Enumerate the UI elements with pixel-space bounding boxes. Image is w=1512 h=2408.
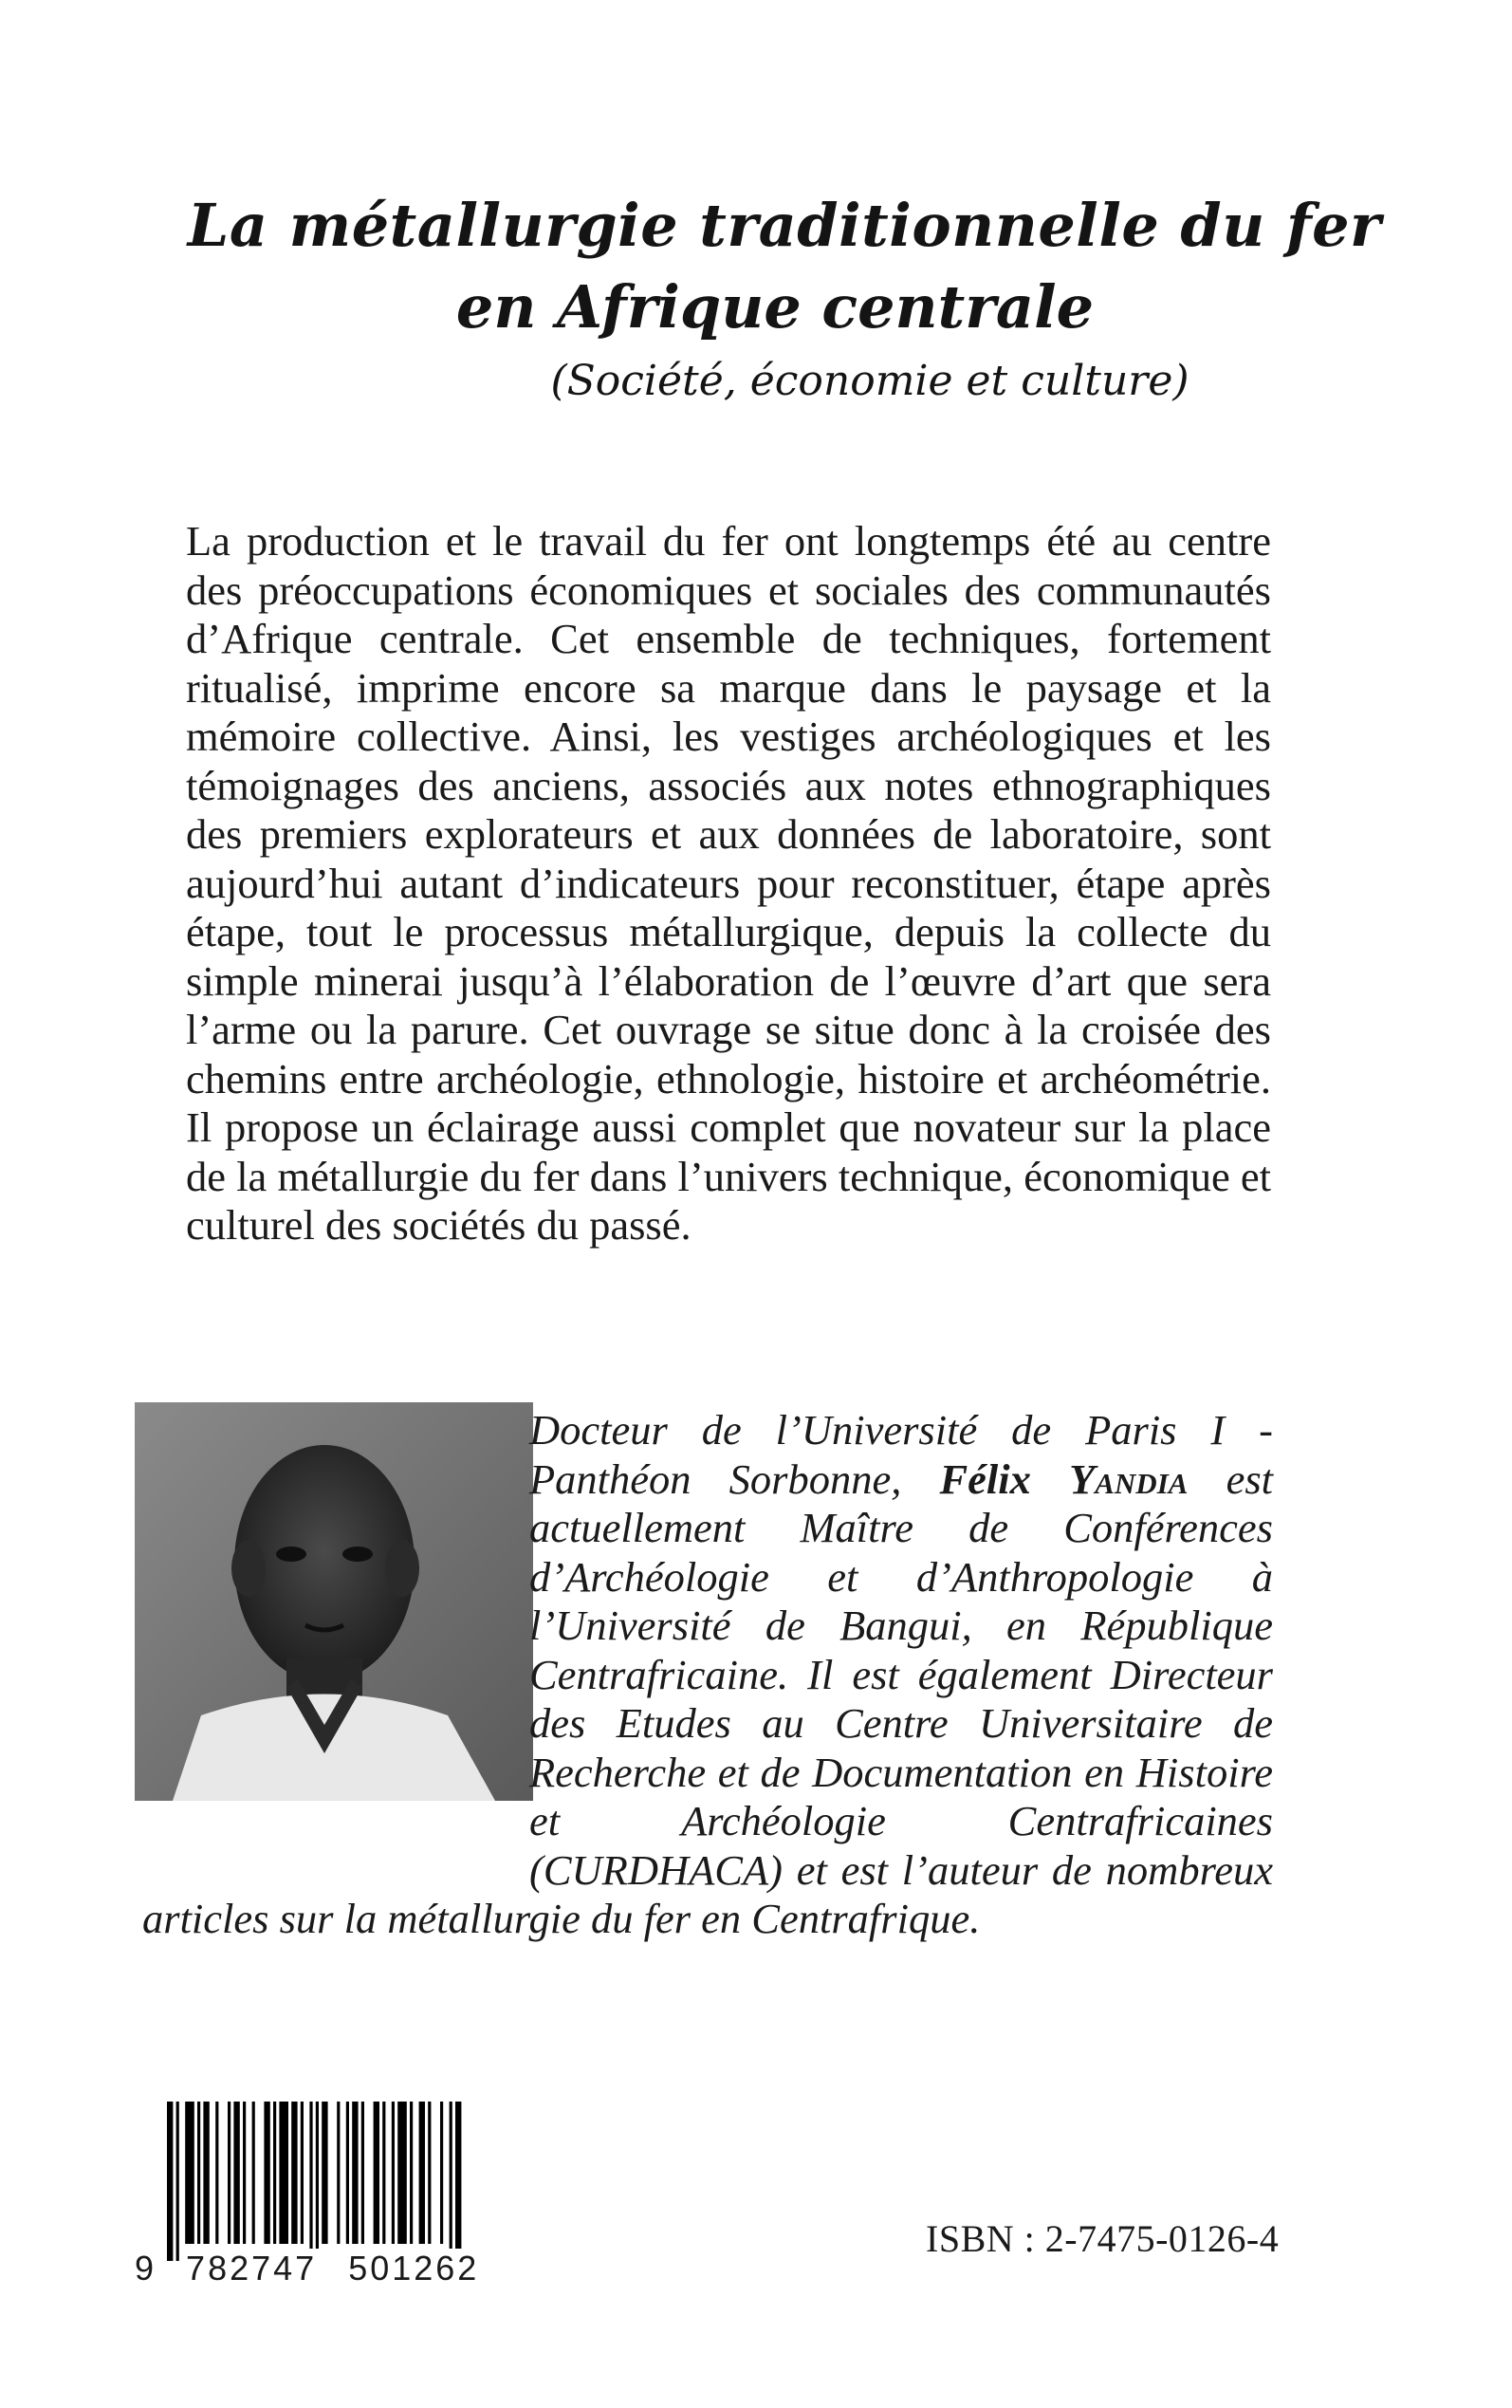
barcode-bar (197, 2102, 200, 2244)
barcode-bar (352, 2102, 358, 2244)
barcode-bar (243, 2102, 246, 2244)
barcode-bar (273, 2102, 276, 2244)
title-line-2: en Afrique centrale (455, 272, 1095, 342)
barcode-bar (233, 2102, 239, 2244)
barcode-bar (228, 2102, 230, 2244)
barcode-bar (309, 2102, 312, 2261)
barcode-bar (337, 2102, 340, 2244)
barcode-bar (252, 2102, 255, 2244)
bio-rest: est actuellement Maître de Conférences d’Archéologie et d’Anthropologie à l’Université de Bangui, en République Centrafricaine. Il est également Directeur des Etudes au Centre Universitaire de Recherche et de Documentation en Histoire et Archéologie Centrafricaines (CURDHACA) et est l’auteur de nombreux articles sur la métallurgie du fer en Centrafrique. (142, 1454, 1273, 1942)
barcode-bar (215, 2102, 218, 2244)
barcode-bar (301, 2102, 304, 2244)
barcode-bar (382, 2102, 385, 2244)
photo-wrap-spacer (142, 1406, 529, 1846)
barcode-bars (167, 2102, 470, 2261)
barcode-bar (397, 2102, 407, 2244)
barcode-bar (450, 2102, 452, 2261)
book-title (0, 185, 1512, 415)
barcode-bar (176, 2102, 179, 2261)
barcode-bar (392, 2102, 395, 2244)
subtitle: (Société, économie et culture) (550, 357, 1189, 405)
title-line-1: La métallurgie traditionnelle du fer (187, 191, 1382, 260)
author-first-name: Félix (939, 1454, 1031, 1503)
author-last-name: Yandia (1069, 1454, 1189, 1503)
barcode-digits (133, 2248, 480, 2289)
barcode-bar (322, 2102, 327, 2244)
isbn-number: ISBN : 2-7475-0126-4 (926, 2217, 1280, 2260)
barcode-digit-lead: 9 (135, 2249, 157, 2288)
barcode-digits-left: 782747 (186, 2249, 318, 2288)
barcode-bar (264, 2102, 269, 2244)
barcode-bar (203, 2102, 209, 2244)
barcode-bar (167, 2102, 173, 2261)
barcode-bar (361, 2102, 364, 2244)
barcode-bar (316, 2102, 319, 2261)
barcode-bar (291, 2102, 297, 2244)
barcode-bar (279, 2102, 288, 2244)
barcode-bar (455, 2102, 461, 2261)
author-biography (142, 1406, 1273, 1944)
ean-barcode (133, 2102, 480, 2291)
back-cover-summary: La production et le travail du fer ont longtemps été au centre des préoccupations économiques et sociales des communautés d’Afrique centrale. Cet ensemble de techniques, fortement ritualisé, imprime encore sa marque dans le paysage et la mémoire collective. Ainsi, les vestiges archéologiques et les témoignages des anciens, associés aux notes ethnographiques des premiers explorateurs et aux données de laboratoire, sont aujourd’hui autant d’indicateurs pour reconstituer, étape après étape, tout le processus métallurgique, depuis la collecte du simple minerai jusqu’à l’élaboration de l’œuvre d’art que sera l’arme ou la parure. Cet ouvrage se situe donc à la croisée des chemins entre archéologie, ethnologie, histoire et archéométrie. Il propose un éclairage aussi complet que novateur sur la place de la métallurgie du fer dans l’univers technique, économique et culturel des sociétés du passé. (186, 517, 1271, 1249)
barcode-bar (419, 2102, 425, 2244)
barcode-bar (374, 2102, 379, 2244)
barcode-bar (185, 2102, 194, 2244)
bio-intro: Docteur de l’Université de Paris I - Panthéon Sorbonne, (529, 1406, 1273, 1503)
barcode-bar (346, 2102, 349, 2244)
barcode-digits-right: 501262 (348, 2249, 480, 2288)
barcode-bar (440, 2102, 443, 2244)
barcode-bar (410, 2102, 413, 2244)
barcode-bar (428, 2102, 431, 2244)
